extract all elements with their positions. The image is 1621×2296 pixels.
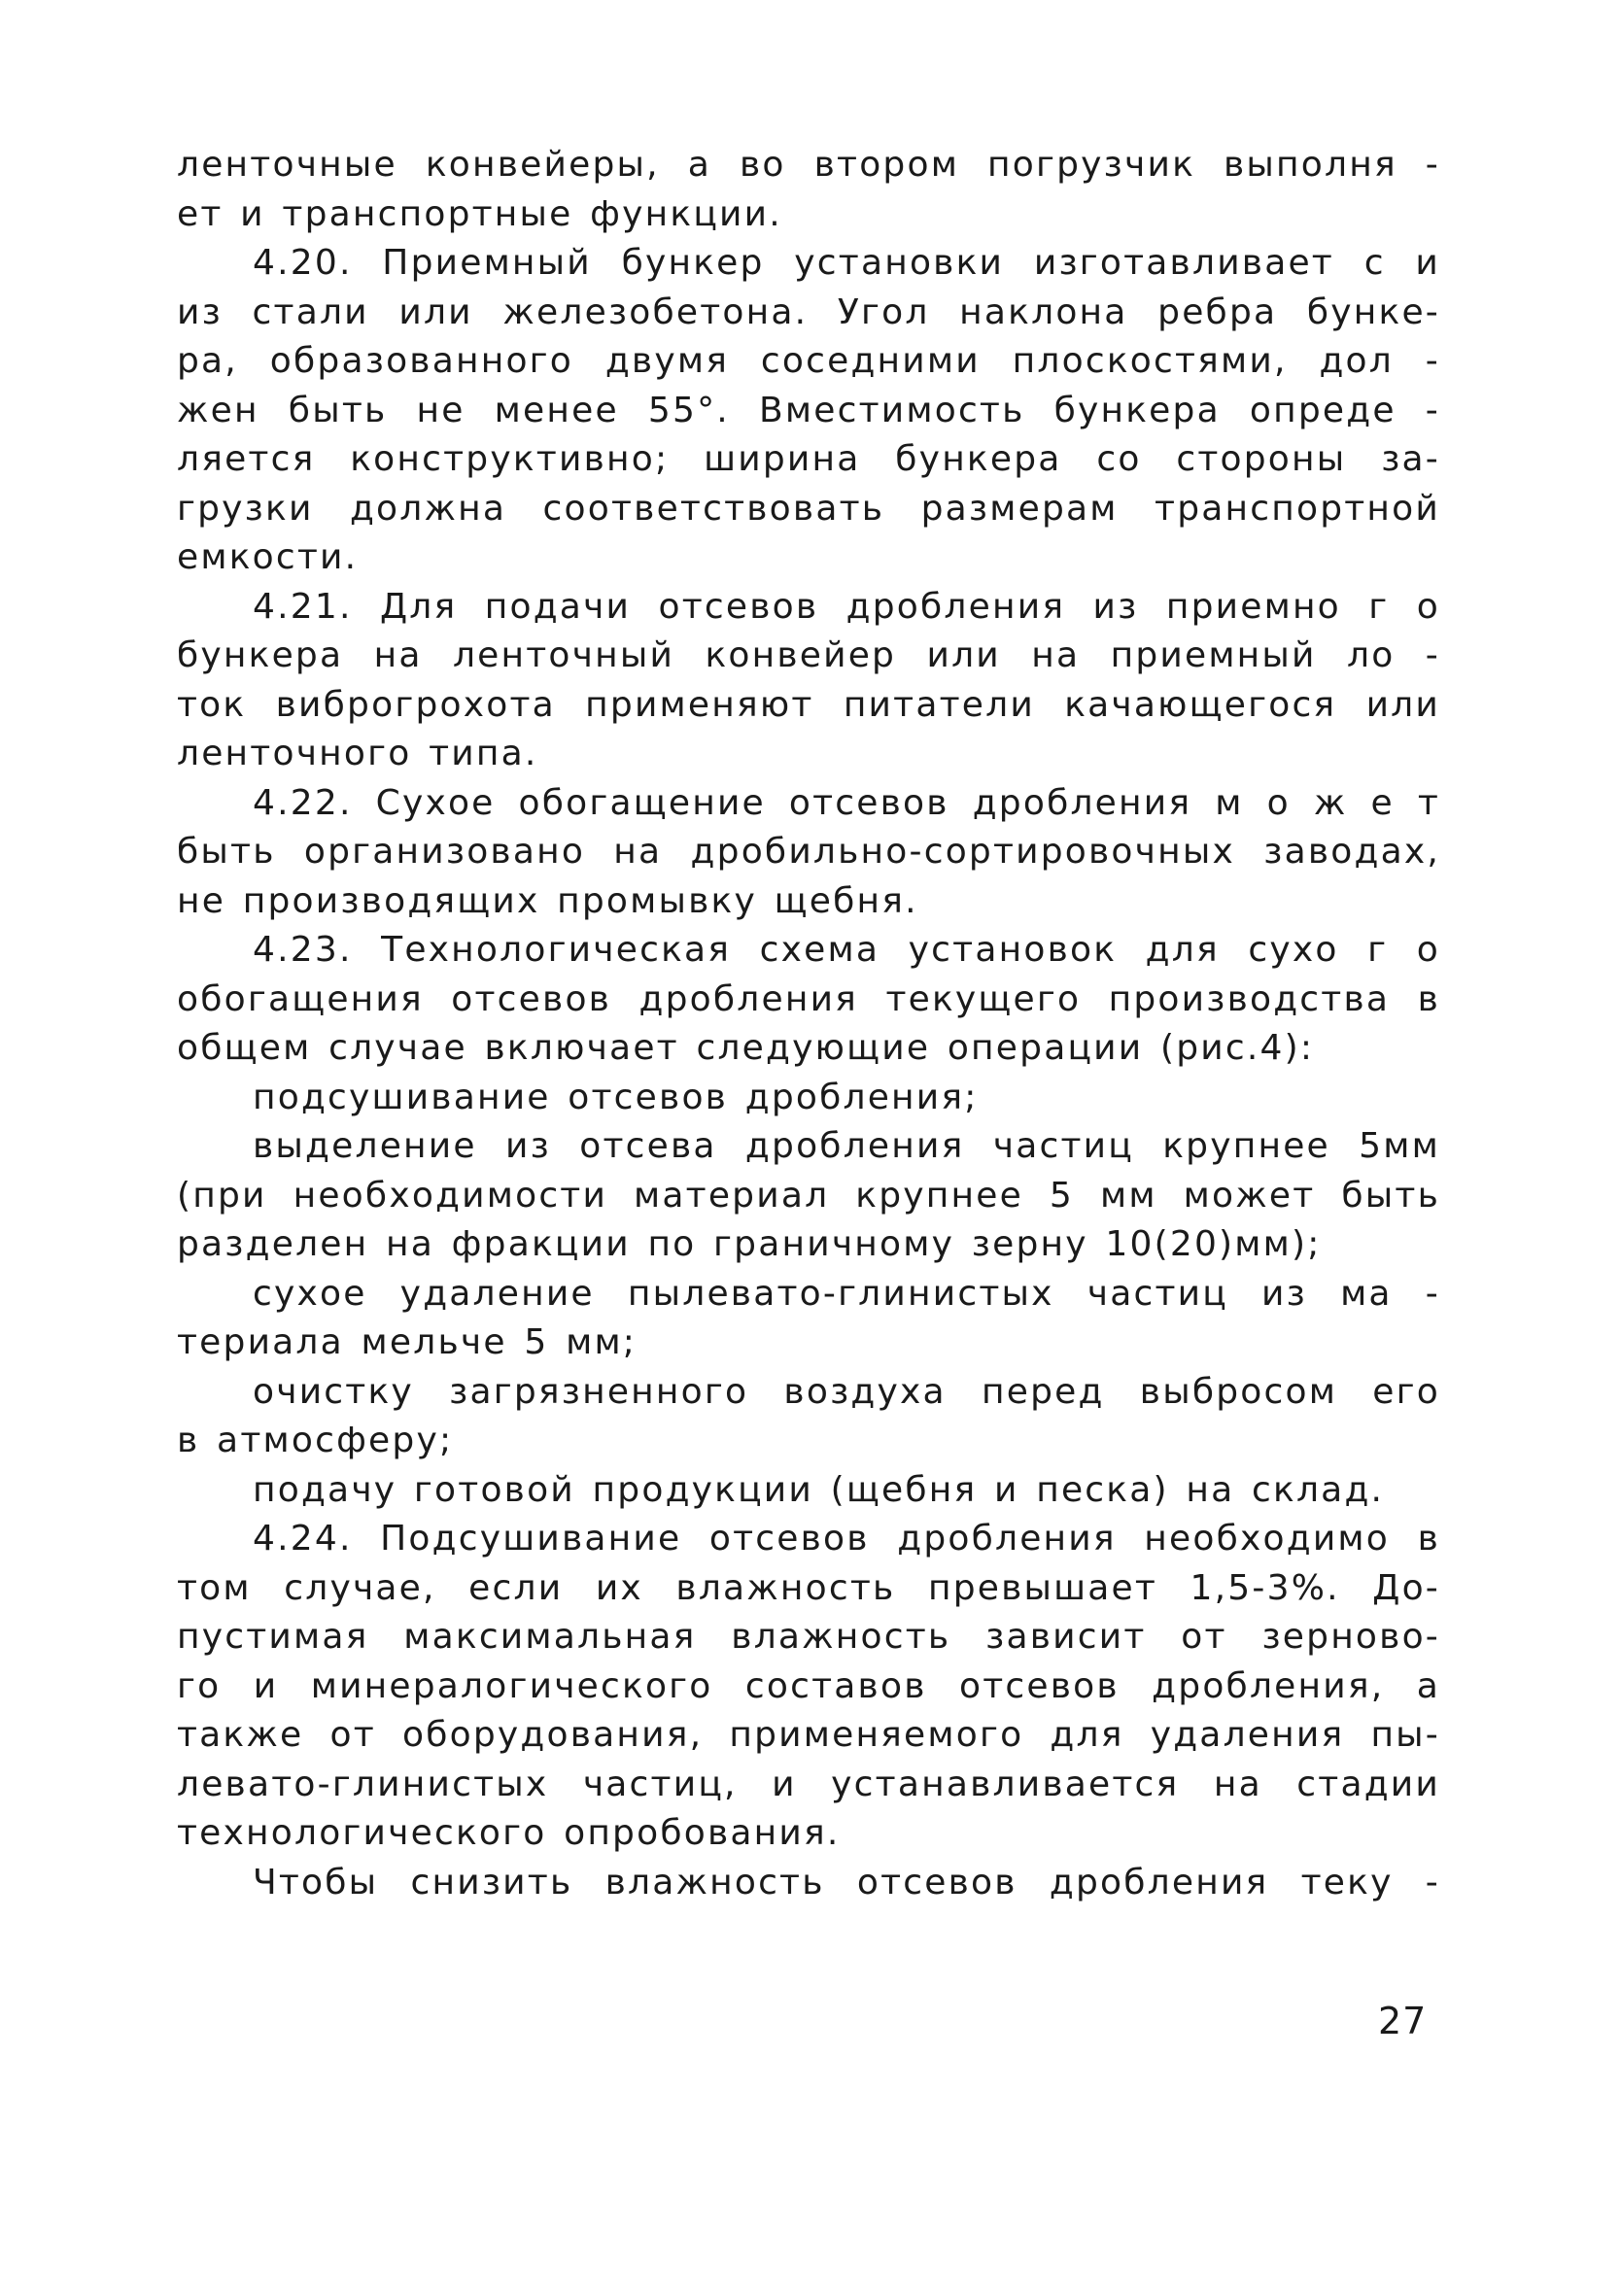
text-line: в атмосферу;	[177, 1421, 454, 1460]
text-line: (при необходимости материал крупнее 5 мм может быть	[177, 1175, 1440, 1216]
list-item: подсушивание отсевов дробления;	[253, 1077, 979, 1117]
text-line: левато-глинистых частиц, и устанавливается на стадии	[177, 1764, 1440, 1804]
text-line: ет и транспортные функции.	[177, 193, 782, 234]
text-line: разделен на фракции по граничному зерну 10(20)мм);	[177, 1224, 1322, 1264]
text-line: териала мельче 5 мм;	[177, 1322, 638, 1362]
text-line: также от оборудования, применяемого для удаления пы-	[177, 1715, 1440, 1755]
text-line: грузки должна соответствовать размерам транспортной	[177, 488, 1440, 529]
text-line: ленточные конвейеры, а во втором погрузчик выполня -	[177, 145, 1440, 185]
page-number: 27	[1378, 2000, 1428, 2042]
text-line: пустимая максимальная влажность зависит от зерново-	[177, 1617, 1440, 1657]
text-line: общем случае включает следующие операции (рис.4):	[177, 1028, 1315, 1068]
list-item: подачу готовой продукции (щебня и песка) на склад.	[253, 1469, 1385, 1510]
list-item: сухое удаление пылевато-глинистых частиц из ма -	[253, 1273, 1440, 1314]
text-line: бункера на ленточный конвейер или на приемный ло -	[177, 635, 1440, 675]
text-line: ра, образованного двумя соседними плоскостями, дол -	[177, 341, 1440, 381]
text-line: технологического опробования.	[177, 1813, 841, 1853]
text-line: ток виброгрохота применяют питатели качающегося или	[177, 684, 1440, 725]
text-line: 4.21. Для подачи отсевов дробления из приемно г о	[253, 586, 1440, 627]
text-line: ленточного типа.	[177, 734, 538, 773]
text-line: ляется конструктивно; ширина бункера со стороны за-	[177, 439, 1440, 479]
text-line: не производящих промывку щебня.	[177, 880, 918, 921]
text-line: быть организовано на дробильно-сортировочных заводах,	[177, 832, 1440, 872]
list-item: выделение из отсева дробления частиц крупнее 5мм	[253, 1126, 1440, 1166]
text-line: го и минералогического составов отсевов дробления, а	[177, 1665, 1440, 1706]
text-line: емкости.	[177, 537, 359, 577]
text-line: том случае, если их влажность превышает 1,5-3%. До-	[177, 1567, 1440, 1608]
text-line: 4.22. Сухое обогащение отсевов дробления м о ж е т	[253, 782, 1440, 823]
text-line: 4.20. Приемный бункер установки изготавливает с и	[253, 243, 1440, 283]
list-item: очистку загрязненного воздуха перед выбросом его	[253, 1371, 1440, 1412]
text-line: 4.24. Подсушивание отсевов дробления необходимо в	[253, 1519, 1440, 1559]
text-line: Чтобы снизить влажность отсевов дробления теку -	[253, 1862, 1440, 1902]
text-line: обогащения отсевов дробления текущего производства в	[177, 978, 1440, 1019]
page-body	[177, 141, 1440, 1907]
text-line: жен быть не менее 55°. Вместимость бункера опреде -	[177, 390, 1440, 430]
text-line: из стали или железобетона. Угол наклона ребра бунке-	[177, 291, 1440, 332]
text-line: 4.23. Технологическая схема установок для сухо г о	[253, 930, 1440, 970]
